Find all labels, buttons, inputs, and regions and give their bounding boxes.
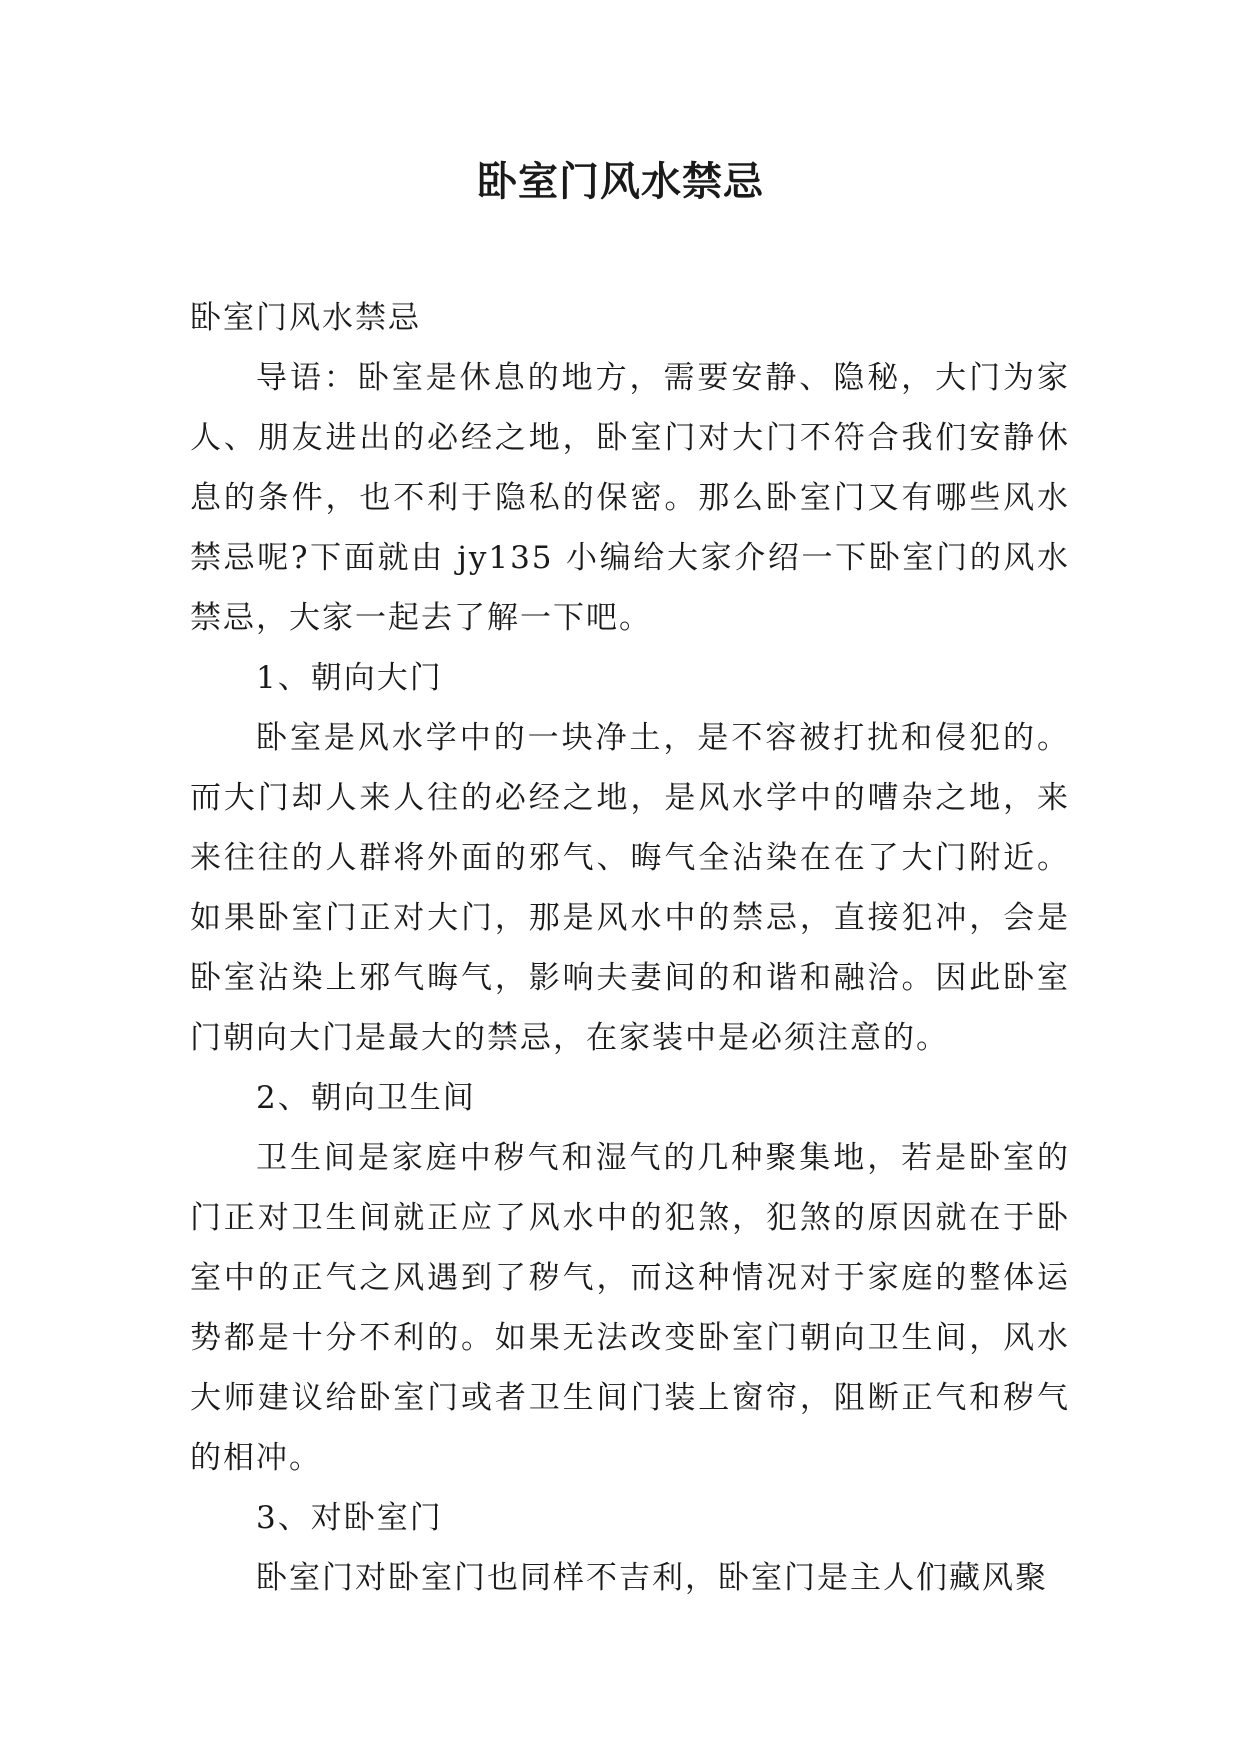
- document-subtitle: 卧室门风水禁忌: [190, 300, 421, 336]
- section-heading-3: 3、对卧室门: [256, 1500, 443, 1536]
- section-body-3: 卧室门对卧室门也同样不吉利，卧室门是主人们藏风聚: [256, 1560, 1048, 1596]
- document-body: [190, 288, 1070, 1608]
- section-heading-2: 2、朝向卫生间: [256, 1080, 476, 1116]
- intro-paragraph: 导语：卧室是休息的地方，需要安静、隐秘，大门为家人、朋友进出的必经之地，卧室门对大门不符合我们安静休息的条件，也不利于隐私的保密。那么卧室门又有哪些风水禁忌呢?下面就由 jy135 小编给大家介绍一下卧室门的风水禁忌，大家一起去了解一下吧。: [190, 360, 1070, 636]
- page-title: 卧室门风水禁忌: [477, 159, 764, 205]
- section-body-2: 卫生间是家庭中秽气和湿气的几种聚集地，若是卧室的门正对卫生间就正应了风水中的犯煞，犯煞的原因就在于卧室中的正气之风遇到了秽气，而这种情况对于家庭的整体运势都是十分不利的。如果无法改变卧室门朝向卫生间，风水大师建议给卧室门或者卫生间门装上窗帘，阻断正气和秽气的相冲。: [190, 1140, 1070, 1476]
- section-body-1: 卧室是风水学中的一块净土，是不容被打扰和侵犯的。而大门却人来人往的必经之地，是风水学中的嘈杂之地，来来往往的人群将外面的邪气、晦气全沾染在在了大门附近。如果卧室门正对大门，那是风水中的禁忌，直接犯冲，会是卧室沾染上邪气晦气，影响夫妻间的和谐和融洽。因此卧室门朝向大门是最大的禁忌，在家装中是必须注意的。: [190, 720, 1070, 1056]
- section-heading-1: 1、朝向大门: [256, 660, 443, 696]
